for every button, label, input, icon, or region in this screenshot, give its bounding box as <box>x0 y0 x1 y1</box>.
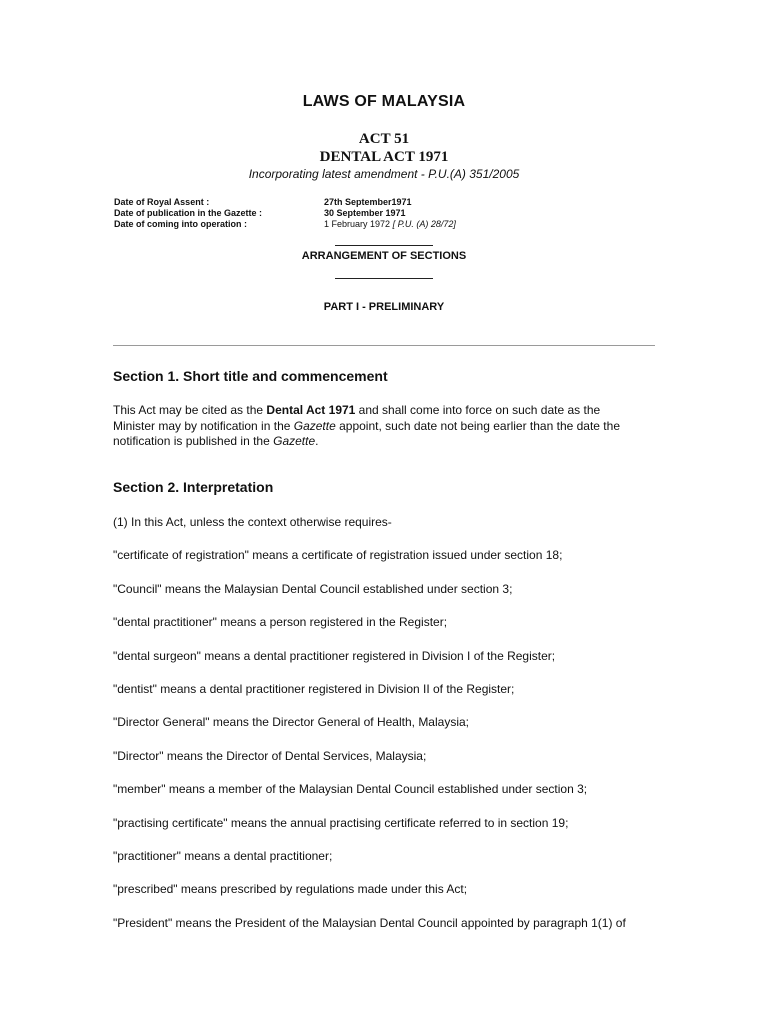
text-run: notification is published in the <box>113 434 274 448</box>
definition-line: "dentist" means a dental practitioner registered in Division II of the Register; <box>113 681 515 696</box>
date-value-group <box>324 219 456 230</box>
date-value: 1 February 1972 <box>324 219 391 229</box>
date-value: 27th September1971 <box>324 197 412 207</box>
date-label: Date of Royal Assent : <box>114 197 210 207</box>
gazette-italic: Gazette <box>273 434 316 448</box>
laws-title: LAWS OF MALAYSIA <box>302 93 466 110</box>
date-value: 30 September 1971 <box>324 208 406 218</box>
act-name-bold: Dental Act 1971 <box>266 403 356 417</box>
gazette-italic: Gazette <box>293 418 336 433</box>
definition-line: "member" means a member of the Malaysian Dental Council established under section 3; <box>113 782 588 797</box>
gazette-reference: [ P.U. (A) 28/72] <box>392 219 456 229</box>
definition-line: "dental surgeon" means a dental practitioner registered in Division I of the Register; <box>113 648 556 663</box>
arrangement-heading: ARRANGEMENT OF SECTIONS <box>301 250 467 262</box>
definition-line: (1) In this Act, unless the context otherwise requires- <box>113 515 392 529</box>
amendment-note: Incorporating latest amendment - P.U.(A) 351/2005 <box>248 167 520 181</box>
act-name: DENTAL ACT 1971 <box>319 149 449 165</box>
section-1-heading: Section 1. Short title and commencement <box>113 368 388 384</box>
rule-below-arrangement <box>335 278 433 279</box>
section-2-definitions <box>113 515 673 949</box>
text-run: This Act may be cited as the <box>113 403 267 417</box>
definition-line: "Council" means the Malaysian Dental Council established under section 3; <box>113 581 513 596</box>
text-run: appoint, such date not being earlier than the date the <box>335 418 620 433</box>
definition-line: "dental practitioner" means a person registered in the Register; <box>113 615 448 630</box>
definition-line: "President" means the President of the Malaysian Dental Council appointed by paragraph 1(1) of <box>113 915 626 930</box>
definition-line: "practising certificate" means the annual practising certificate referred to in section 19; <box>113 815 569 830</box>
definition-line: "prescribed" means prescribed by regulations made under this Act; <box>113 882 468 897</box>
date-label: Date of coming into operation : <box>114 219 247 229</box>
text-run: Minister may by notification in the <box>113 418 294 433</box>
text-run: and shall come into force on such date as the <box>355 403 601 417</box>
definition-line: "certificate of registration" means a certificate of registration issued under section 18; <box>113 548 563 563</box>
act-number: ACT 51 <box>358 131 410 147</box>
definition-line: "Director General" means the Director General of Health, Malaysia; <box>113 715 469 730</box>
definition-line: "practitioner" means a dental practitioner; <box>113 848 333 863</box>
section-1-text <box>113 403 658 450</box>
text-run: . <box>315 434 319 448</box>
section-2-heading: Section 2. Interpretation <box>113 479 274 495</box>
definition-line: "Director" means the Director of Dental Services, Malaysia; <box>113 748 427 763</box>
part-heading: PART I - PRELIMINARY <box>323 301 445 313</box>
rule-above-arrangement <box>335 245 433 246</box>
date-label: Date of publication in the Gazette : <box>114 208 263 218</box>
section-divider <box>113 345 655 346</box>
